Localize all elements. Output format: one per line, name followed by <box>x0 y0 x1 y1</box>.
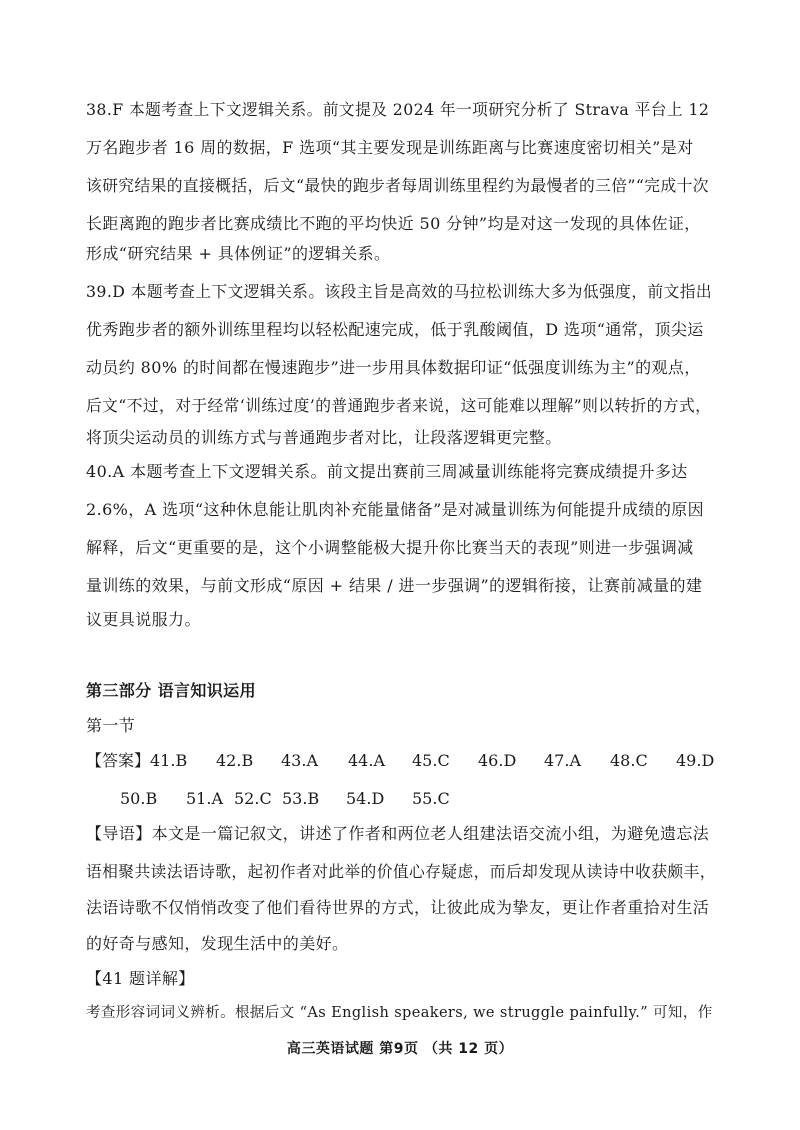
answer-item: 48.C <box>610 751 648 770</box>
answer-item: 44.A <box>348 751 385 770</box>
q41-heading: 【41 题详解】 <box>86 969 195 988</box>
answer-item: 43.A <box>281 751 318 770</box>
q39-line: 动员约 80% 的时间都在慢速跑步”进一步用具体数据印证“低强度训练为主”的观点， <box>86 358 701 377</box>
q38-line: 万名跑步者 16 周的数据，F 选项“其主要发现是训练距离与比赛速度密切相关”是对 <box>86 138 694 157</box>
part3-heading: 第三部分 语言知识运用 <box>86 681 256 700</box>
answer-item: 49.D <box>676 751 715 770</box>
q40-line: 解释，后文“更重要的是，这个小调整能极大提升你比赛当天的表现”则进一步强调减 <box>86 538 694 557</box>
page-footer: 高三英语试题 第9页 （共 12 页） <box>286 1041 514 1057</box>
answers-row-1 <box>86 751 726 771</box>
guide-line: 的好奇与感知，发现生活中的美好。 <box>86 934 349 953</box>
q40-line: 2.6%，A 选项“这种休息能让肌肉补充能量储备”是对减量训练为何能提升成绩的原因 <box>86 500 705 519</box>
answer-item: 53.B <box>282 789 320 808</box>
q38-line: 长距离跑的跑步者比赛成绩比不跑的平均快近 50 分钟”均是对这一发现的具体佐证， <box>86 214 701 233</box>
section-label: 第一节 <box>86 716 136 735</box>
guide-line: 语相聚共读法语诗歌，起初作者对此举的价值心存疑虑，而后却发现从读诗中收获颇丰， <box>86 862 716 881</box>
answer-item: 55.C <box>412 789 450 808</box>
q40-line: 40.A 本题考查上下文逻辑关系。前文提出赛前三周减量训练能将完赛成绩提升多达 <box>86 462 688 481</box>
answer-item: 41.B <box>150 751 188 770</box>
answer-item: 50.B <box>120 789 158 808</box>
q39-line: 优秀跑步者的额外训练里程均以轻松配速完成，低于乳酸阈值，D 选项“通常，顶尖运 <box>86 320 704 339</box>
q39-line: 39.D 本题考查上下文逻辑关系。该段主旨是高效的马拉松训练大多为低强度，前文指出 <box>86 282 713 301</box>
q38-line: 38.F 本题考查上下文逻辑关系。前文提及 2024 年一项研究分析了 Strava 平台上 12 <box>86 100 710 119</box>
answer-item: 54.D <box>346 789 385 808</box>
guide-line: 【导语】本文是一篇记叙文，讲述了作者和两位老人组建法语交流小组，为避免遗忘法 <box>86 824 710 843</box>
answer-item: 45.C <box>412 751 450 770</box>
q40-line: 议更具说服力。 <box>86 610 201 629</box>
answer-item: 47.A <box>544 751 581 770</box>
answer-item: 51.A <box>186 789 223 808</box>
q38-line: 该研究结果的直接概括，后文“最快的跑步者每周训练里程约为最慢者的三倍”“完成十次 <box>86 176 709 195</box>
q39-line: 将顶尖运动员的训练方式与普通跑步者对比，让段落逻辑更完整。 <box>86 428 562 447</box>
q38-line: 形成“研究结果 + 具体例证”的逻辑关系。 <box>86 244 391 263</box>
q39-line: 后文“不过，对于经常‘训练过度’的普通跑步者来说，这可能难以理解”则以转折的方式， <box>86 396 712 415</box>
q40-line: 量训练的效果，与前文形成“原因 + 结果 / 进一步强调”的逻辑衔接，让赛前减量的建 <box>86 576 703 595</box>
answer-item: 52.C <box>234 789 272 808</box>
answer-item: 42.B <box>216 751 254 770</box>
answers-row-2 <box>0 789 600 809</box>
answer-item: 46.D <box>478 751 517 770</box>
answers-label: 【答案】 <box>86 751 151 770</box>
q41-line: 考查形容词词义辨析。根据后文 “As English speakers, we struggle painfully.” 可知，作 <box>86 1005 713 1021</box>
guide-line: 法语诗歌不仅悄悄改变了他们看待世界的方式，让彼此成为挚友，更让作者重拾对生活 <box>86 898 710 917</box>
